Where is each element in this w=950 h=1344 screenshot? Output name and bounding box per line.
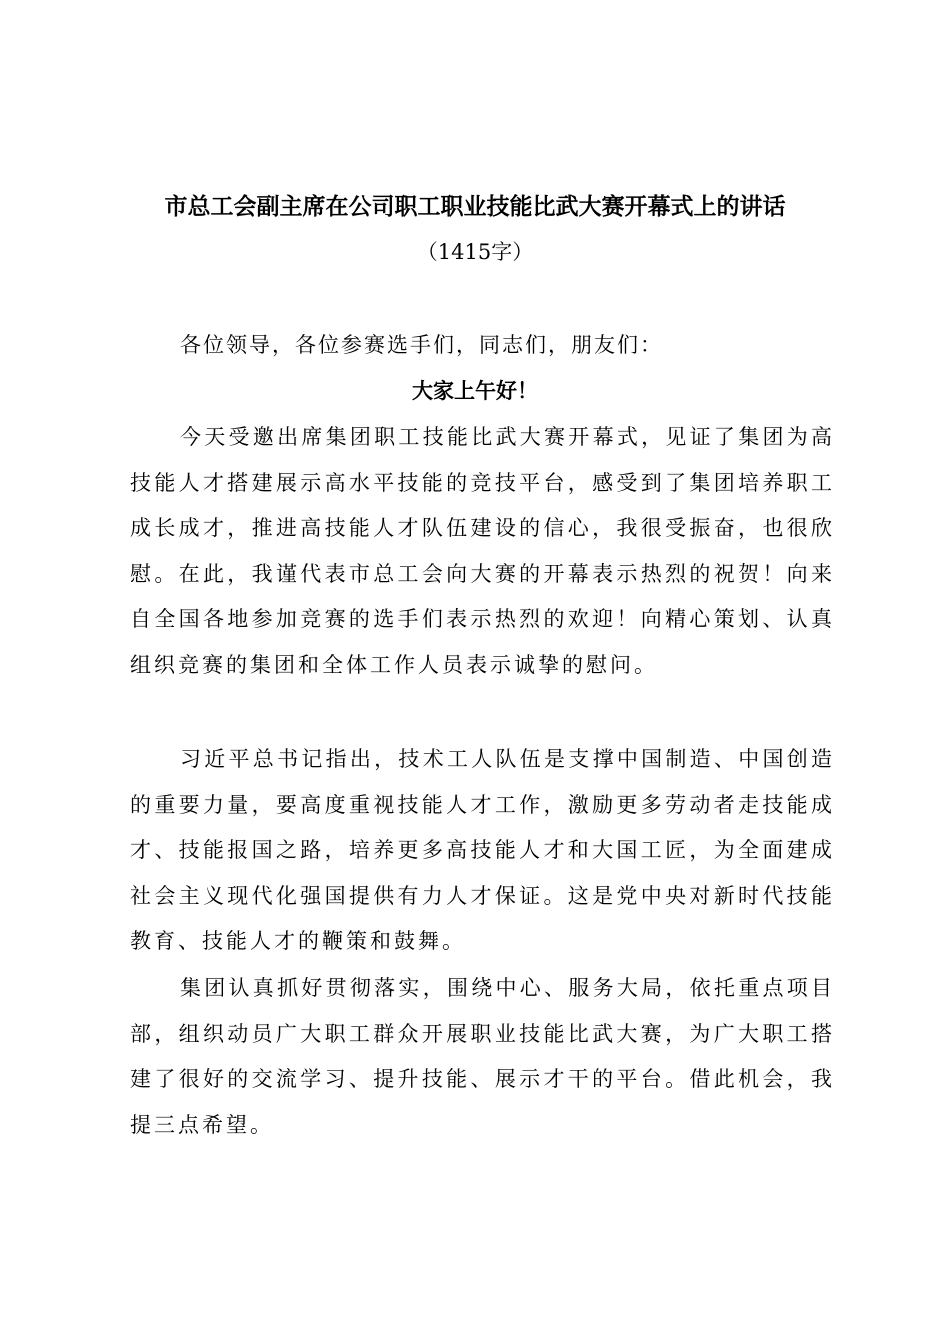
body-paragraph: 习近平总书记指出，技术工人队伍是支撑中国制造、中国创造的重要力量，要高度重视技能人才工作，激励更多劳动者走技能成才、技能报国之路，培养更多高技能人才和大国工匠，为全面建成社会主义现代化强国提供有力人才保证。这是党中央对新时代技能教育、技能人才的鞭策和鼓舞。 bbox=[130, 747, 835, 953]
body-paragraph: 集团认真抓好贯彻落实，围绕中心、服务大局，依托重点项目部，组织动员广大职工群众开展职业技能比武大赛，为广大职工搭建了很好的交流学习、提升技能、展示才干的平台。借此机会，我提三点希望。 bbox=[130, 976, 835, 1137]
greeting: 大家上午好！ bbox=[412, 378, 538, 403]
salutation: 各位领导，各位参赛选手们，同志们，朋友们： bbox=[180, 333, 663, 357]
document-title: 市总工会副主席在公司职工职业技能比武大赛开幕式上的讲话 bbox=[164, 193, 786, 220]
word-count: （1415字） bbox=[416, 240, 534, 264]
body-paragraph: 今天受邀出席集团职工技能比武大赛开幕式，见证了集团为高技能人才搭建展示高水平技能的竞技平台，感受到了集团培养职工成长成才，推进高技能人才队伍建设的信心，我很受振奋，也很欣慰。在此，我谨代表市总工会向大赛的开幕表示热烈的祝贺！向来自全国各地参加竞赛的选手们表示热烈的欢迎！向精心策划、认真组织竞赛的集团和全体工作人员表示诚挚的慰问。 bbox=[130, 425, 835, 677]
